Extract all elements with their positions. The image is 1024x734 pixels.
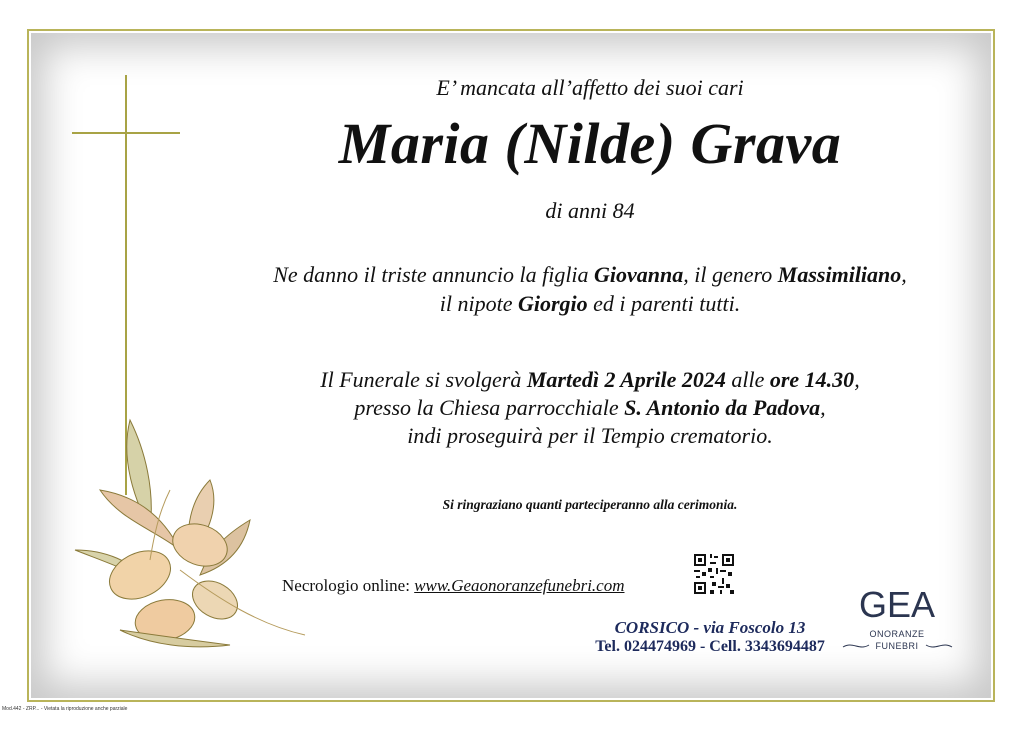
- deceased-age: di anni 84: [545, 198, 635, 223]
- logo-line-2: FUNEBRI: [875, 641, 919, 651]
- qr-code-icon[interactable]: [692, 552, 736, 596]
- announcement-line-1: [200, 260, 980, 289]
- funeral-time: ore 14.30: [769, 367, 855, 392]
- intro-text: E’ mancata all’affetto dei suoi cari: [436, 75, 744, 100]
- deceased-name: Maria (Nilde) Grava: [338, 111, 842, 176]
- funeral-text: ,: [820, 395, 826, 420]
- agency-address: CORSICO - via Foscolo 13: [614, 618, 806, 637]
- grandson-name: Giorgio: [517, 291, 588, 316]
- funeral-text: ,: [854, 367, 860, 392]
- gea-logo: [835, 585, 960, 660]
- funeral-details: [200, 366, 980, 450]
- logo-brand: GEA: [858, 585, 936, 625]
- cross-horizontal-bar: [72, 132, 180, 134]
- announcement-text: il nipote: [439, 291, 518, 316]
- church-name: S. Antonio da Padova: [624, 395, 821, 420]
- thanks-note: Si ringraziano quanti parteciperanno alla cerimonia.: [442, 497, 738, 512]
- daughter-name: Giovanna: [594, 262, 684, 287]
- announcement-text: ed i parenti tutti.: [587, 291, 741, 316]
- funeral-line-3: indi proseguirà per il Tempio crematorio.: [407, 423, 773, 448]
- announcement-text: , il genero: [683, 262, 778, 287]
- logo-flourish-left: [843, 645, 869, 647]
- online-label: Necrologio online:: [282, 576, 415, 595]
- announcement-line-2: [200, 289, 980, 318]
- son-in-law-name: Massimiliano: [777, 262, 902, 287]
- funeral-text: presso la Chiesa parrocchiale: [354, 395, 625, 420]
- logo-flourish-right: [926, 645, 952, 647]
- online-obituary: [282, 576, 625, 596]
- print-footnote: Mod.442 - ZRP... - Vietata la riproduzione anche parziale: [2, 706, 128, 712]
- logo-line-1: ONORANZE: [869, 629, 925, 639]
- funeral-line-2: [200, 394, 980, 422]
- funeral-date: Martedì 2 Aprile 2024: [526, 367, 726, 392]
- announcement-text: ,: [901, 262, 907, 287]
- funeral-line-1: [200, 366, 980, 394]
- announcement-text: Ne danno il triste annuncio la figlia: [273, 262, 595, 287]
- website-link[interactable]: www.Geaonoranzefunebri.com: [414, 576, 625, 595]
- funeral-text: alle: [725, 367, 770, 392]
- announcement-block: [200, 260, 980, 318]
- agency-phones: Tel. 024474969 - Cell. 3343694487: [595, 638, 825, 655]
- funeral-text: Il Funerale si svolgerà: [320, 367, 527, 392]
